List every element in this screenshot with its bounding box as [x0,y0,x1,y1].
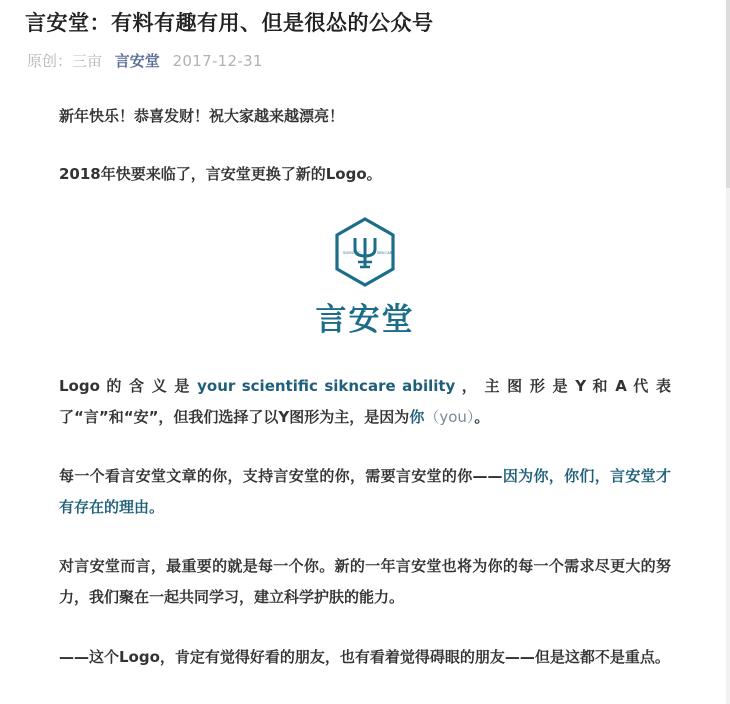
paragraph-importance: 对言安堂而言，最重要的就是每一个你。新的一年言安堂也将为你的每一个需求尽更大的努力，我们聚在一起共同学习，建立科学护肤的能力。 [59,557,671,606]
text-run: ， 主 图 形 是 Y 和 A 代 表 了“言”和“安”，但我们选择了以Y图形为主，是因为 [59,377,671,426]
paragraph-new-logo: 2018年快要来临了，言安堂更换了新的Logo。 [59,165,382,183]
paragraph-logo-meaning [59,371,671,433]
article-title: 言安堂：有料有趣有用、但是很怂的公众号 [25,11,434,35]
logo-image [305,214,425,339]
text-run: 每一个看言安堂文章的你，支持言安堂的你，需要言安堂的你—— [59,467,503,485]
logo-name: 言安堂 [315,302,415,338]
highlight-you: 你 [409,408,425,426]
account-name-link[interactable]: 言安堂 [114,52,160,70]
paragraph-reason [59,461,671,523]
highlight-you-english: （you） [424,408,475,426]
hexagon-logo-icon [329,216,401,288]
text-run: 。 [474,408,490,426]
scrollbar-thumb[interactable] [726,0,730,188]
article-meta [27,50,263,71]
paragraph-greeting: 新年快乐！恭喜发财！祝大家越来越漂亮！ [59,107,345,125]
text-run: Logo 的 含 义 是 [59,377,198,395]
original-author: 原创：三亩 [27,52,103,70]
highlight-slogan: your scientific sikncare ability [197,377,456,395]
logo-ring-right: SKIN CARE [377,251,395,255]
publish-date: 2017-12-31 [172,52,263,70]
paragraph-opinion: ——这个Logo，肯定有觉得好看的朋友，也有看着觉得碍眼的朋友——但是这都不是重点。 [59,648,670,666]
logo-ring-left: SCIENTIFIC [343,251,361,255]
scrollbar-track[interactable] [726,0,730,704]
highlight-reason: 因为你，你们，言安堂才有存在的理由。 [59,467,671,516]
